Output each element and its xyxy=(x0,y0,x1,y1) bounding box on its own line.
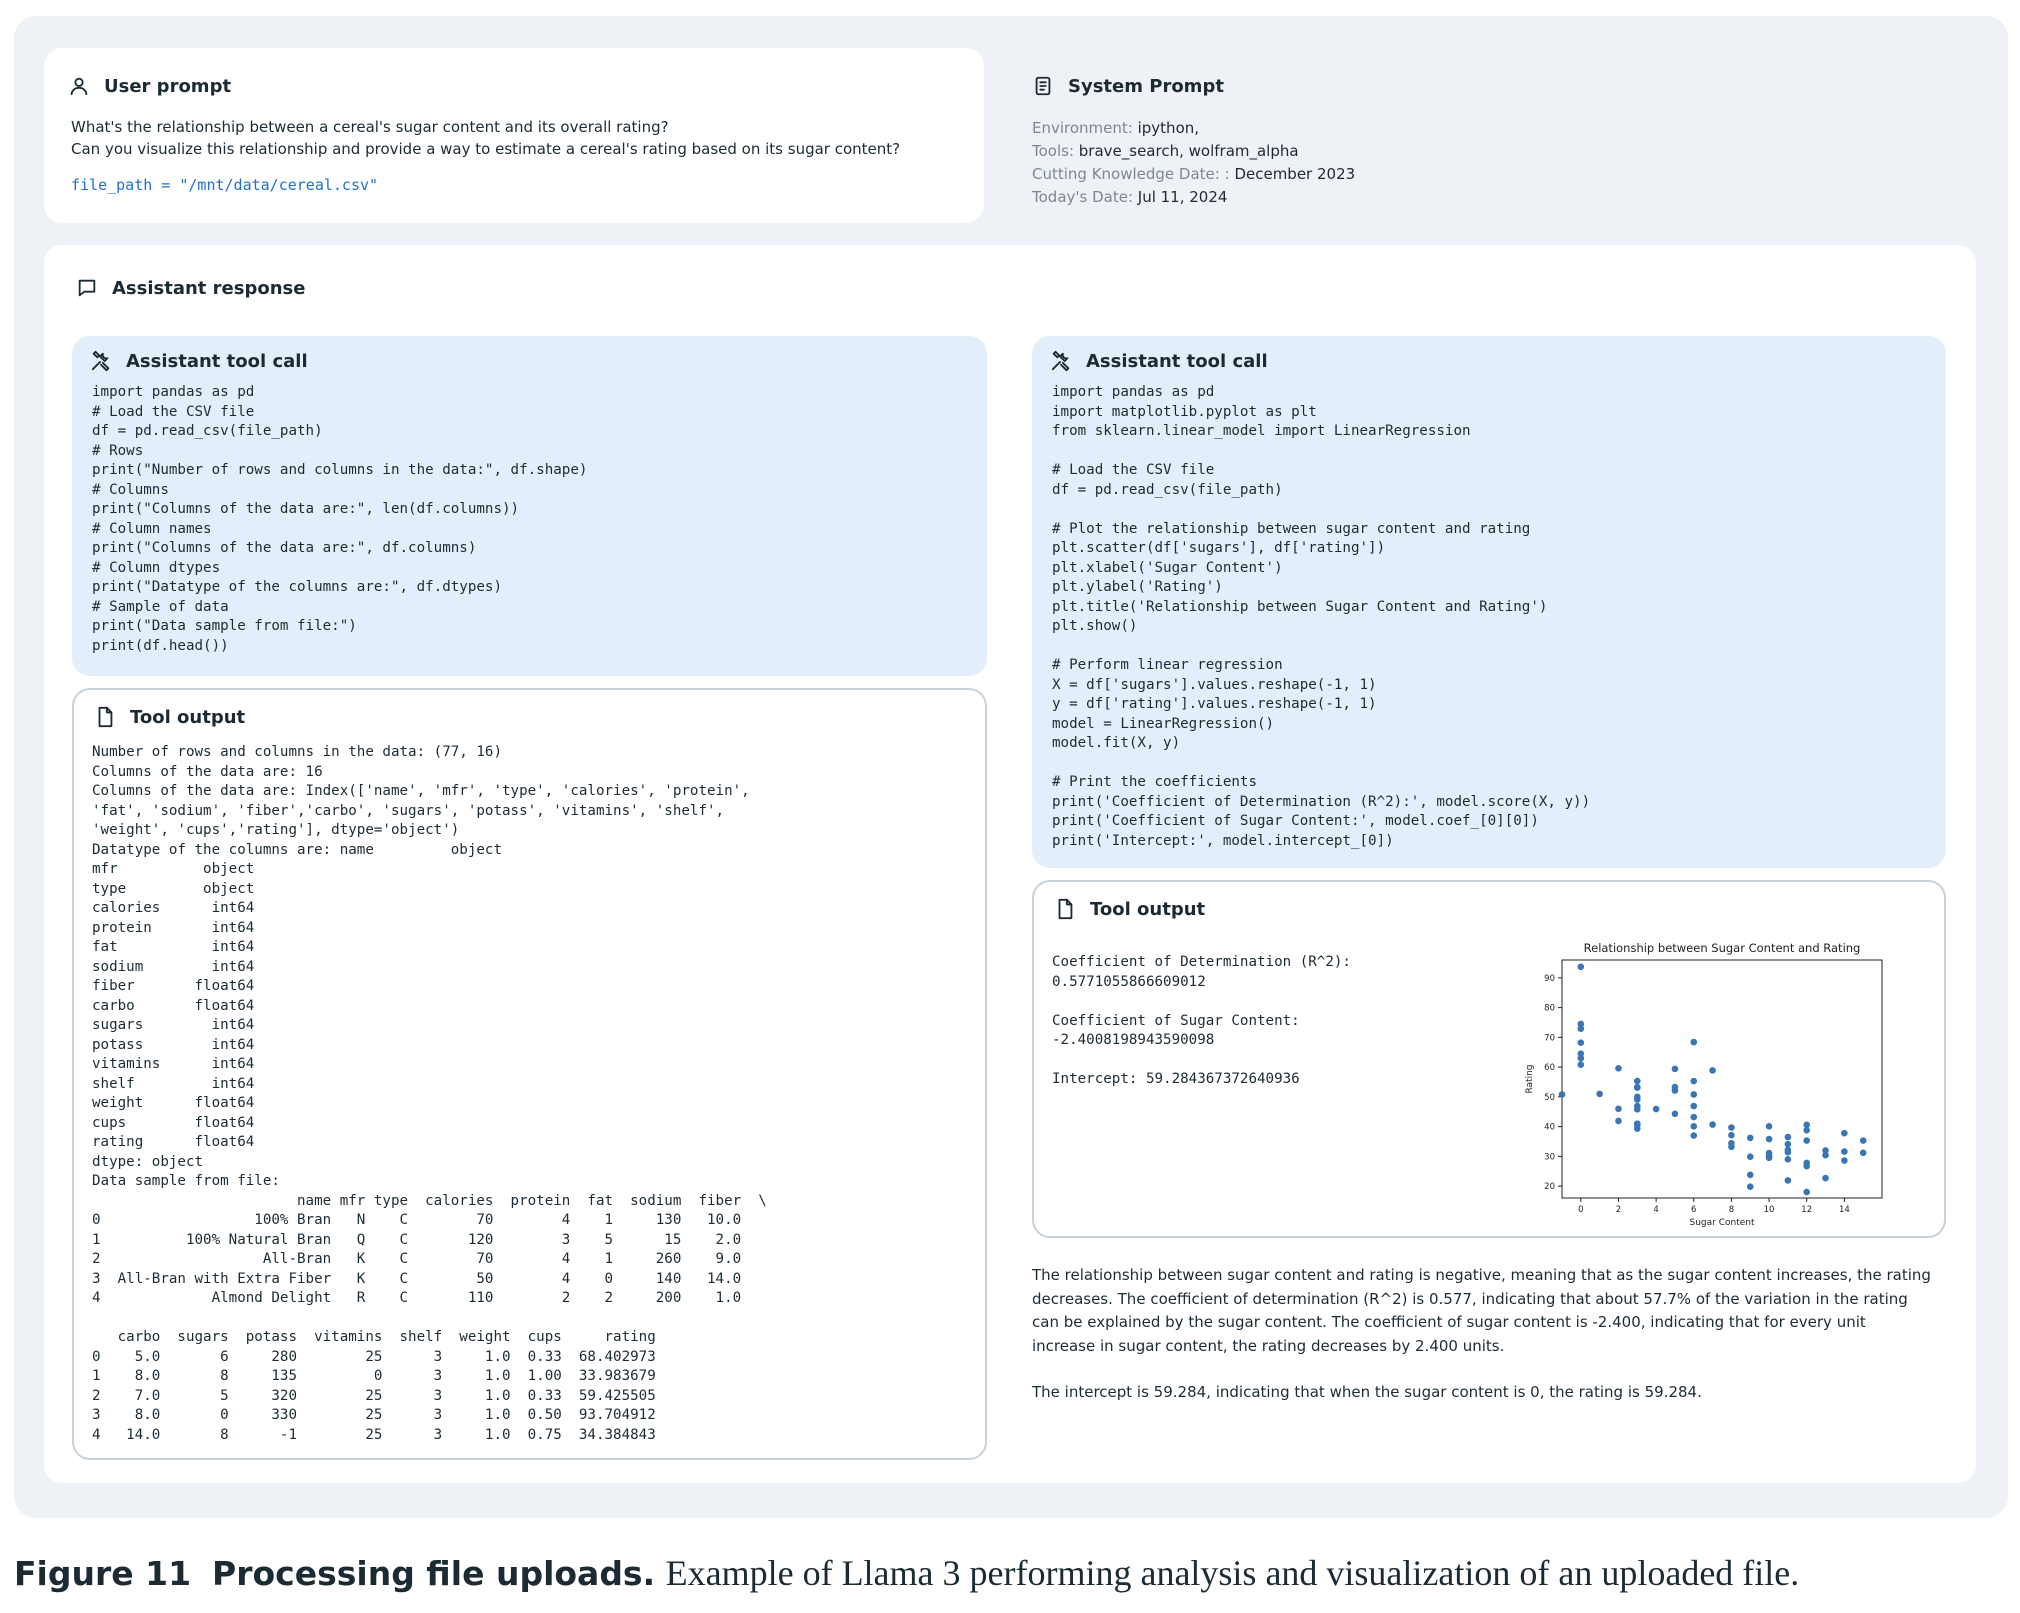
scatter-point xyxy=(1690,1123,1697,1130)
scatter-point xyxy=(1709,1067,1716,1074)
user-prompt-line-1: What's the relationship between a cereal's sugar content and its overall rating? xyxy=(71,118,669,136)
file-path: file_path = "/mnt/data/cereal.csv" xyxy=(71,176,379,194)
tools-icon xyxy=(1050,350,1072,372)
caption-title: Processing file uploads. xyxy=(212,1554,656,1593)
system-prompt-title: System Prompt xyxy=(1068,75,1224,97)
scatter-point xyxy=(1822,1175,1829,1182)
scatter-point xyxy=(1578,1039,1585,1046)
scatter-point xyxy=(1578,1025,1585,1032)
scatter-point xyxy=(1803,1137,1810,1144)
scatter-point xyxy=(1728,1124,1735,1131)
system-row-knowledge-date: Cutting Knowledge Date: : December 2023 xyxy=(1032,165,1356,183)
scatter-point xyxy=(1690,1114,1697,1121)
caption-number: Figure 11 xyxy=(14,1554,192,1593)
tool-call-header-1 xyxy=(90,350,308,372)
x-tick-label: 12 xyxy=(1801,1205,1813,1215)
x-tick-label: 6 xyxy=(1691,1205,1697,1215)
file-icon xyxy=(1054,898,1076,920)
scatter-point xyxy=(1672,1111,1679,1118)
scatter-point xyxy=(1785,1141,1792,1148)
scatter-point xyxy=(1615,1118,1622,1125)
scatter-point xyxy=(1653,1106,1660,1113)
tool-output-text-1: Number of rows and columns in the data: (77, 16) Columns of the data are: 16 Columns of the data are: Index(['name', 'mfr', 'type', 'calories', 'protein', 'fat', 'sodium', 'fiber','carbo', 'sugars', 'potass', 'vitamins', 'shelf', 'weight', 'cups','rating'], dtype='object') Datatype of the columns are: name object mfr object type object calories int64 protein int64 fat int64 sodium int64 fiber float64 carbo float64 sugars int64 potass int64 vitamins int64 shelf int64 weight float64 cups float64 rating float64 dtype: object Data sample from file: name mfr type calories protein fat sodium fiber \ 0 100% Bran N C 70 4 1 130 10.0 1 100% Natural Bran Q C 120 3 5 15 2.0 2 All-Bran K C 70 4 1 260 9.0 3 All-Bran with Extra Fiber K C 50 4 0 140 14.0 4 Almond Delight R C 110 2 2 200 1.0 carbo sugars potass vitamins shelf weight cups rating 0 5.0 6 280 25 3 1.0 0.33 68.402973 1 8.0 8 135 0 3 1.0 1.00 33.983679 2 7.0 5 320 25 3 1.0 0.33 59.425505 3 8.0 0 330 25 3 1.0 0.50 93.704912 4 14.0 8 -1 25 3 1.0 0.75 34.384843 xyxy=(92,744,767,1443)
scatter-point xyxy=(1747,1135,1754,1142)
analysis-summary: The relationship between sugar content and rating is negative, meaning that as the sugar content increases, the rating decreases. The coefficient of determination (R^2) is 0.577, indicating that about 57.7% of the variation in the rating can be explained by the sugar content. The coefficient of sugar content is -2.400, indicating that for every unit increase in sugar content, the rating decreases by 2.400 units. xyxy=(1032,1266,1931,1355)
scatter-point xyxy=(1615,1105,1622,1112)
x-tick-label: 14 xyxy=(1838,1205,1850,1215)
x-tick-label: 8 xyxy=(1728,1205,1735,1215)
scatter-point xyxy=(1860,1137,1867,1144)
scatter-point xyxy=(1747,1183,1754,1190)
scatter-point xyxy=(1860,1149,1867,1156)
user-icon xyxy=(68,75,90,97)
tool-call-title-2: Assistant tool call xyxy=(1086,350,1268,372)
plot-area xyxy=(1562,960,1882,1198)
tool-output-title-2: Tool output xyxy=(1090,898,1206,920)
file-icon xyxy=(94,706,116,728)
scatter-point xyxy=(1728,1144,1735,1151)
scatter-point xyxy=(1709,1121,1716,1128)
scatter-point xyxy=(1690,1103,1697,1110)
figure-caption xyxy=(14,1552,1799,1594)
chat-bubble-icon xyxy=(76,277,98,299)
x-tick-label: 0 xyxy=(1578,1205,1584,1215)
user-prompt-title: User prompt xyxy=(104,75,232,97)
scatter-point xyxy=(1841,1130,1848,1137)
chart-title: Relationship between Sugar Content and Rating xyxy=(1583,941,1861,955)
scatter-point xyxy=(1841,1148,1848,1155)
tool-call-card-2 xyxy=(1032,336,1946,868)
scatter-point xyxy=(1728,1132,1735,1139)
tool-output-title-1: Tool output xyxy=(130,706,246,728)
tool-call-code-2: import pandas as pd import matplotlib.pyplot as plt from sklearn.linear_model import LinearRegression # Load the CSV file df = pd.read_csv(file_path) # Plot the relationship between sugar content and rating plt.scatter(df['sugars'], df['rating']) plt.xlabel('Sugar Content') plt.ylabel('Rating') plt.title('Relationship between Sugar Content and Rating') plt.show() # Perform linear regression X = df['sugars'].values.reshape(-1, 1) y = df['rating'].values.reshape(-1, 1) model = LinearRegression() model.fit(X, y) # Print the coefficients print('Coefficient of Determination (R^2):', model.score(X, y)) print('Coefficient of Sugar Content:', model.coef_[0][0]) print('Intercept:', model.intercept_[0]) xyxy=(1052,384,1591,849)
scatter-point xyxy=(1634,1096,1641,1103)
x-tick-label: 10 xyxy=(1763,1205,1775,1215)
scatter-point xyxy=(1803,1127,1810,1134)
y-tick-label: 20 xyxy=(1544,1182,1555,1193)
tool-output-card-1 xyxy=(72,688,987,1460)
y-tick-label: 30 xyxy=(1544,1152,1555,1163)
tool-call-card-1 xyxy=(72,336,987,676)
scatter-chart xyxy=(1490,934,1910,1234)
scatter-point xyxy=(1634,1106,1641,1113)
scatter-point xyxy=(1672,1066,1679,1073)
scatter-point xyxy=(1785,1177,1792,1184)
scatter-point xyxy=(1785,1149,1792,1156)
tool-output-header-2 xyxy=(1054,898,1205,920)
scatter-point xyxy=(1615,1065,1622,1072)
scatter-point xyxy=(1803,1163,1810,1170)
y-axis-label: Rating xyxy=(1525,1064,1535,1094)
system-row-environment: Environment: ipython, xyxy=(1032,119,1200,137)
scatter-point xyxy=(1841,1157,1848,1164)
scatter-point xyxy=(1690,1078,1697,1085)
scatter-point xyxy=(1766,1155,1773,1162)
scatter-point xyxy=(1690,1091,1697,1098)
assistant-response-title: Assistant response xyxy=(112,277,306,299)
user-prompt-header xyxy=(68,75,231,97)
scatter-point xyxy=(1747,1153,1754,1160)
document-list-icon xyxy=(1032,75,1054,97)
scatter-point xyxy=(1766,1136,1773,1143)
y-tick-label: 60 xyxy=(1544,1063,1555,1074)
tool-call-title-1: Assistant tool call xyxy=(126,350,308,372)
tools-icon xyxy=(90,350,112,372)
scatter-point xyxy=(1578,1061,1585,1068)
system-row-tools: Tools: brave_search, wolfram_alpha xyxy=(1032,142,1299,160)
scatter-point xyxy=(1766,1123,1773,1130)
scatter-point xyxy=(1578,964,1585,971)
tool-call-code-1: import pandas as pd # Load the CSV file df = pd.read_csv(file_path) # Rows print("Number of rows and columns in the data:", df.shape) # Columns print("Columns of the data are:", len(df.columns)) # Column names print("Columns of the data are:", df.columns) # Column dtypes print("Datatype of the columns are:", df.dtypes) # Sample of data print("Data sample from file:") print(df.head()) xyxy=(92,384,588,654)
scatter-point xyxy=(1578,1055,1585,1062)
tool-output-card-2 xyxy=(1032,880,1946,1238)
scatter-point xyxy=(1634,1084,1641,1091)
scatter-point xyxy=(1690,1039,1697,1046)
scatter-point xyxy=(1559,1091,1566,1098)
x-tick-label: 4 xyxy=(1653,1205,1659,1215)
y-tick-label: 80 xyxy=(1544,1003,1555,1014)
scatter-point xyxy=(1822,1152,1829,1159)
tool-output-header-1 xyxy=(94,706,245,728)
scatter-point xyxy=(1596,1091,1603,1098)
user-prompt-line-2: Can you visualize this relationship and provide a way to estimate a cereal's rating based on its sugar content? xyxy=(71,140,901,158)
tool-output-text-2: Coefficient of Determination (R^2): 0.5771055866609012 Coefficient of Sugar Content: -2.4008198943590098 Intercept: 59.284367372640936 xyxy=(1052,954,1351,1087)
assistant-response-header xyxy=(76,277,305,299)
scatter-point xyxy=(1803,1189,1810,1196)
scatter-point xyxy=(1785,1156,1792,1163)
x-axis-label: Sugar Content xyxy=(1689,1218,1755,1228)
scatter-point xyxy=(1785,1134,1792,1141)
x-tick-label: 2 xyxy=(1615,1205,1622,1215)
system-row-todays-date: Today's Date: Jul 11, 2024 xyxy=(1032,188,1228,206)
scatter-point xyxy=(1634,1120,1641,1127)
y-tick-label: 40 xyxy=(1544,1122,1555,1133)
intercept-summary: The intercept is 59.284, indicating that when the sugar content is 0, the rating is 59.284. xyxy=(1032,1383,1702,1401)
scatter-point xyxy=(1672,1087,1679,1094)
scatter-point xyxy=(1634,1078,1641,1085)
tool-call-header-2 xyxy=(1050,350,1268,372)
system-prompt-header xyxy=(1032,75,1224,97)
y-tick-label: 70 xyxy=(1544,1033,1555,1044)
caption-body: Example of Llama 3 performing analysis and visualization of an uploaded file. xyxy=(665,1553,1800,1593)
scatter-point xyxy=(1747,1171,1754,1178)
y-tick-label: 50 xyxy=(1544,1092,1555,1103)
scatter-point xyxy=(1690,1132,1697,1139)
user-prompt-card xyxy=(44,48,984,223)
y-tick-label: 90 xyxy=(1544,973,1555,984)
